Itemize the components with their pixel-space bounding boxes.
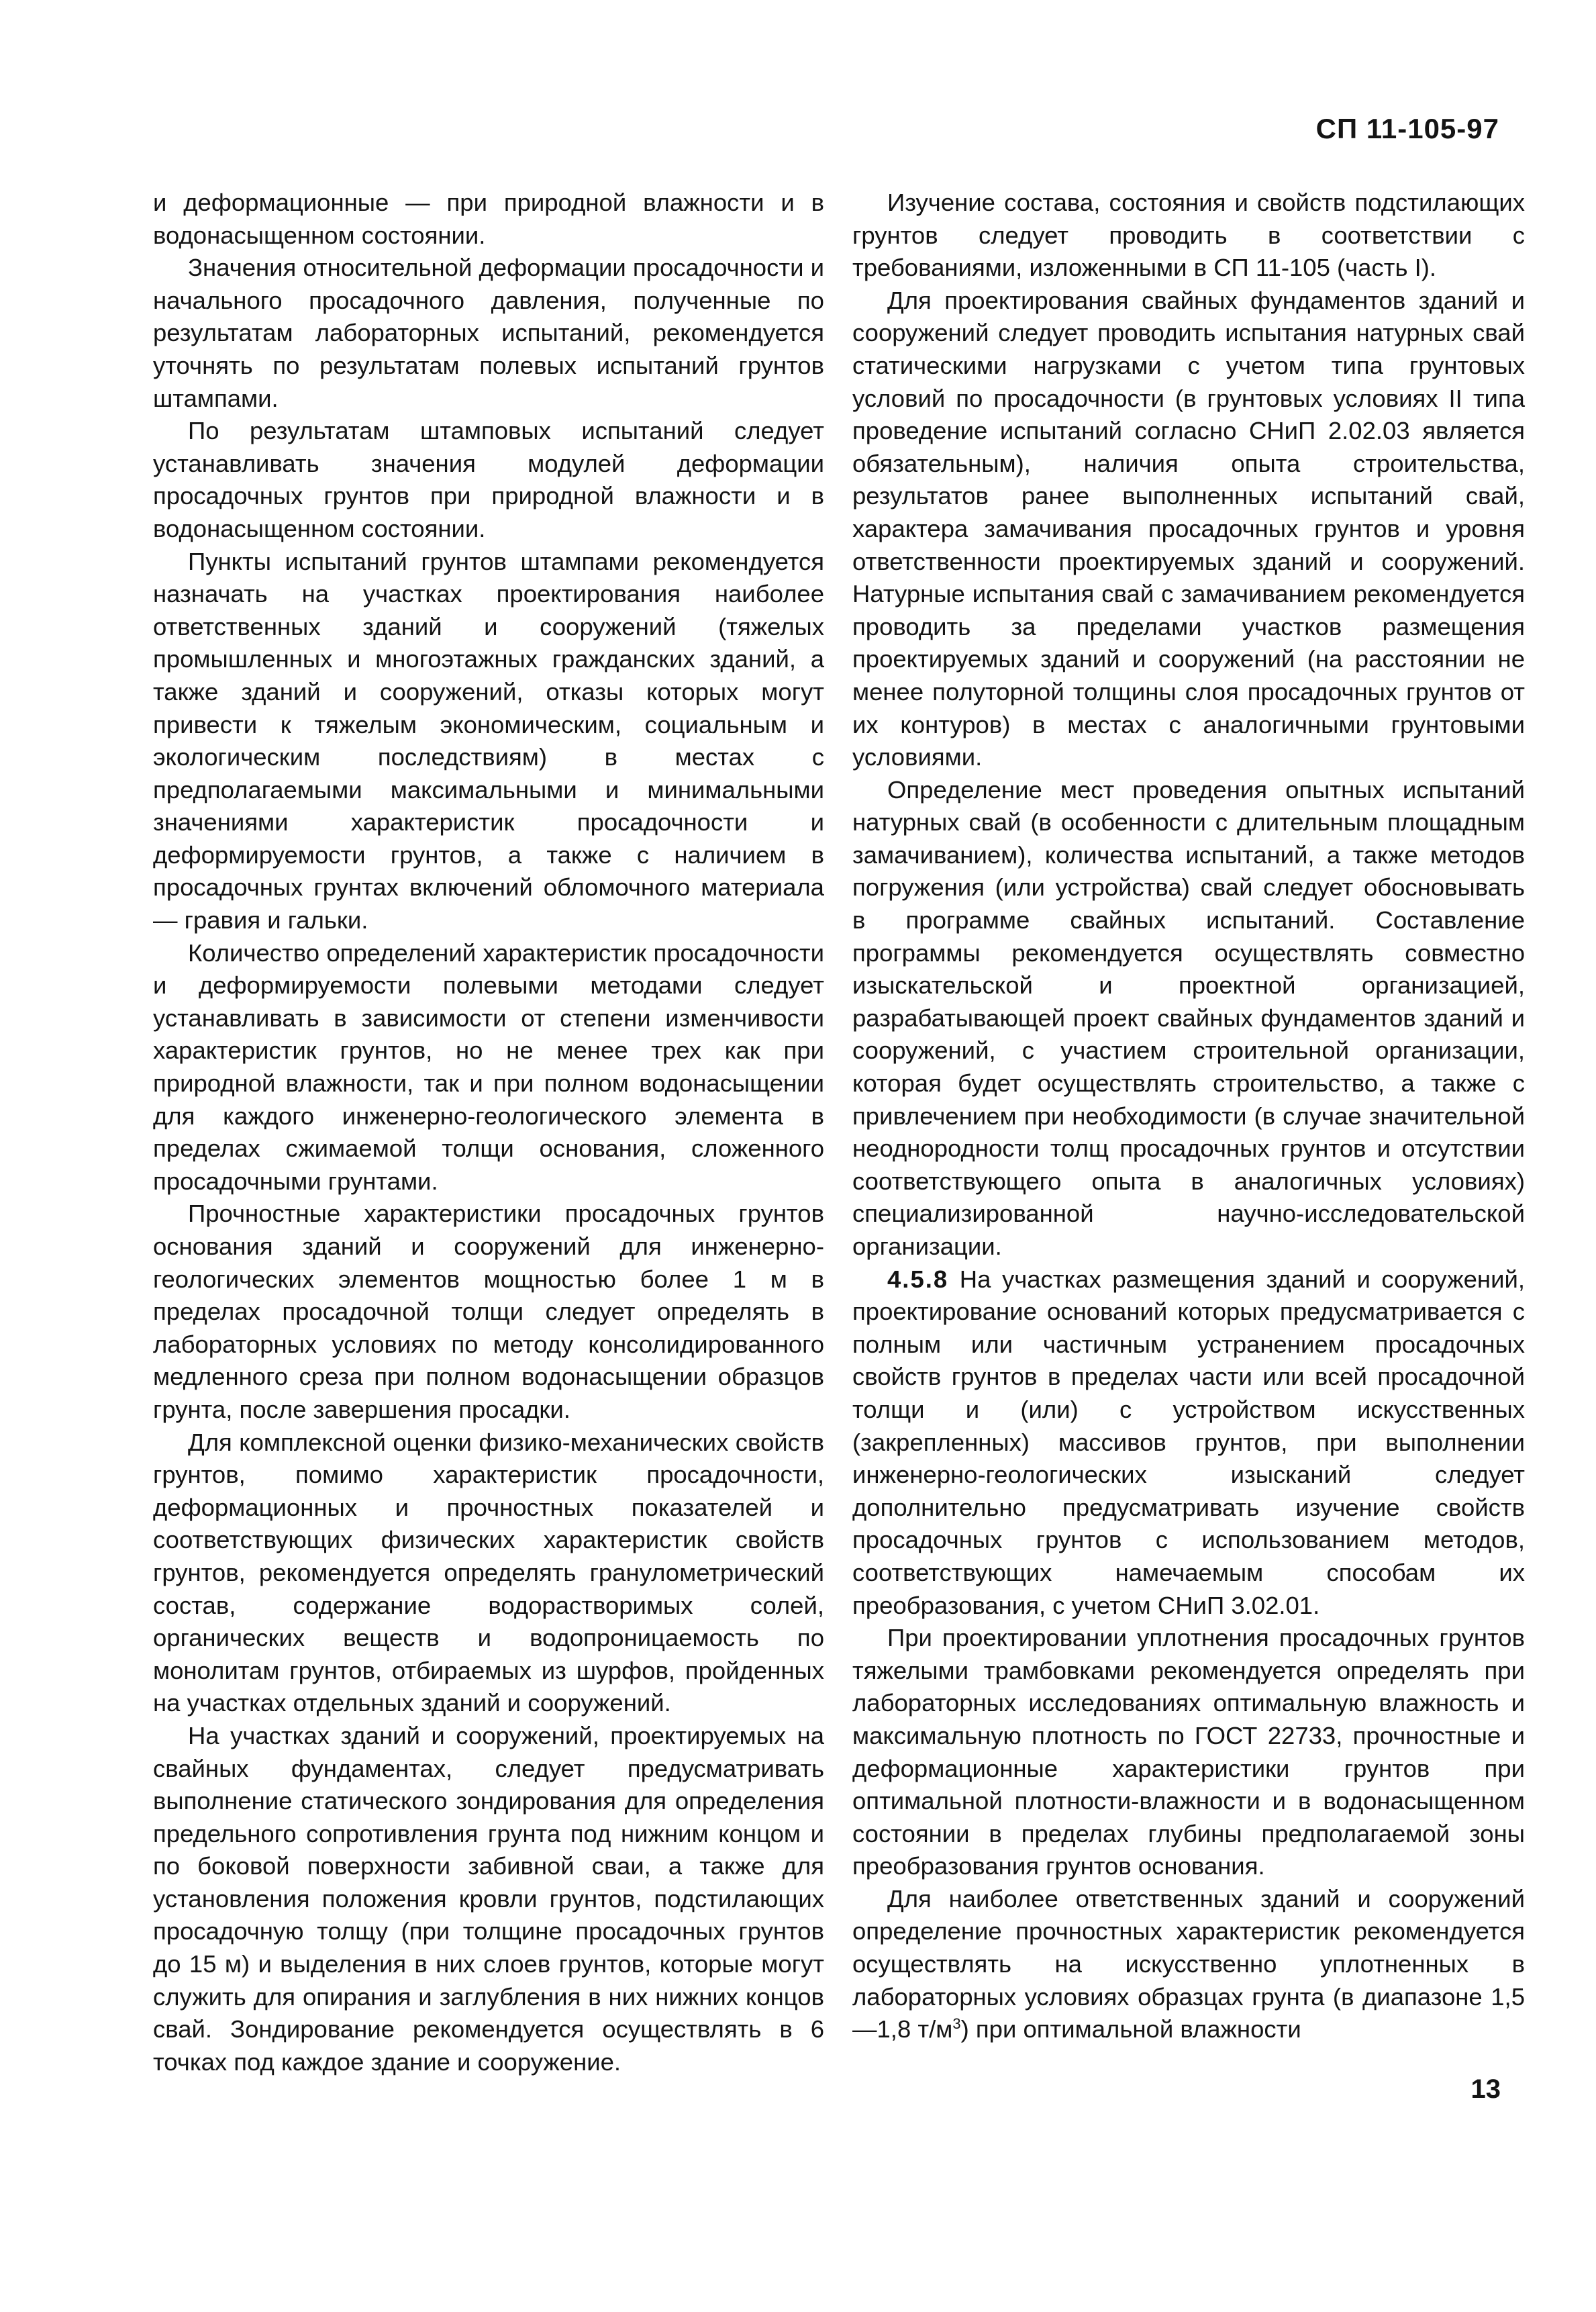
paragraph: Изучение состава, состояния и свойств подстилающих грунтов следует проводить в соответствии с требованиями, изложенными в СП 11-105 (часть I).	[852, 189, 1525, 282]
paragraph-tail: ) при оптимальной влажности	[960, 2015, 1301, 2043]
paragraph: По результатам штамповых испытаний следует устанавливать значения модулей деформации просадочных грунтов при природной влажности и в водонасыщенном состоянии.	[153, 417, 824, 542]
page-number: 13	[1470, 2074, 1501, 2104]
section-text: На участках размещения зданий и сооружений, проектирование оснований которых предусматривается с полным или частичным устранением просадочных свойств грунтов в пределах части или всей просадочной толщи и (или) с устройством искусственных (закрепленных) массивов грунтов, при выполнении инженерно-геологических изысканий следует дополнительно предусматривать изучение свойств просадочных грунтов с использованием методов, соответствующих намечаемым способам их преобразования, с учетом СНиП 3.02.01.	[852, 1265, 1525, 1619]
paragraph: Для комплексной оценки физико-механических свойств грунтов, помимо характеристик просадочности, деформационных и прочностных показателей и соответствующих физических характеристик свойств грунтов, рекомендуется определять гранулометрический состав, содержание водорастворимых солей, органических веществ и водопроницаемость по монолитам грунтов, отбираемых из шурфов, пройденных на участках отдельных зданий и сооружений.	[153, 1428, 824, 1717]
document-code-header: СП 11-105-97	[1315, 113, 1499, 144]
paragraph: При проектировании уплотнения просадочных грунтов тяжелыми трамбовками рекомендуется определять при лабораторных исследованиях оптимальную влажность и максимальную плотность по ГОСТ 22733, прочностные и деформационные характеристики грунтов при оптимальной плотности-влажности и в водонасыщенном состоянии в пределах глубины предполагаемой зоны преобразования грунтов основания.	[852, 1624, 1525, 1880]
paragraph: Прочностные характеристики просадочных грунтов основания зданий и сооружений для инженерно-геологических элементов мощностью более 1 м в пределах просадочной толщи следует определять в лабораторных условиях по методу консолидированного медленного среза при полном водонасыщении образцов грунта, после завершения просадки.	[153, 1200, 824, 1423]
paragraph: На участках зданий и сооружений, проектируемых на свайных фундаментах, следует предусматривать выполнение статического зондирования для определения предельного сопротивления грунта под нижним концом и по боковой поверхности забивной сваи, а также для установления положения кровли грунтов, подстилающих просадочную толщу (при толщине просадочных грунтов до 15 м) и выделения в них слоев грунтов, которые могут служить для опирания и заглубления в них нижних концов свай. Зондирование рекомендуется осуществлять в 6 точках под каждое здание и сооружение.	[153, 1721, 824, 2076]
paragraph: Для проектирования свайных фундаментов зданий и сооружений следует проводить испытания натурных свай статическими нагрузками с учетом типа грунтовых условий по просадочности (в грунтовых условиях II типа проведение испытаний согласно СНиП 2.02.03 является обязательным), наличия опыта строительства, результатов ранее выполненных испытаний свай, характера замачивания просадочных грунтов и уровня ответственности проектируемых зданий и сооружений. Натурные испытания свай с замачиванием рекомендуется проводить за пределами участков размещения проектируемых зданий и сооружений (на расстоянии не менее полуторной толщины слоя просадочных грунтов от их контуров) в местах с аналогичными грунтовыми условиями.	[852, 286, 1525, 771]
paragraph: Определение мест проведения опытных испытаний натурных свай (в особенности с длительным площадным замачиванием), количества испытаний, а также методов погружения (или устройства) свай следует обосновывать в программе свайных испытаний. Составление программы рекомендуется осуществлять совместно изыскательской и проектной организацией, разрабатывающей проект свайных фундаментов зданий и сооружений, с участием строительной организации, которая будет осуществлять строительство, а также с привлечением при необходимости (в случае значительной неоднородности толщ просадочных грунтов и отсутствии соответствующего опыта в аналогичных условиях) специализированной научно-исследовательской организации.	[852, 775, 1525, 1260]
superscript-unit: 3	[952, 2015, 961, 2033]
section-number: 4.5.8	[887, 1265, 949, 1293]
paragraph	[852, 1883, 1525, 2046]
paragraph: Значения относительной деформации просадочности и начального просадочного давления, полученные по результатам лабораторных испытаний, рекомендуется уточнять по результатам полевых испытаний грунтов штампами.	[153, 254, 824, 412]
paragraph: и деформационные — при природной влажности и в водонасыщенном состоянии.	[153, 189, 824, 249]
paragraph-text: Для наиболее ответственных зданий и сооружений определение прочностных характеристик рекомендуется осуществлять на искусственно уплотненных в лабораторных условиях образцах грунта (в диапазоне 1,5—1,8 т/м	[852, 1884, 1525, 2043]
right-text-column	[852, 187, 1525, 2046]
paragraph: Пункты испытаний грунтов штампами рекомендуется назначать на участках проектирования наиболее ответственных зданий и сооружений (тяжелых промышленных и многоэтажных гражданских зданий, а также зданий и сооружений, отказы которых могут привести к тяжелым экономическим, социальным и экологическим последствиям) в местах с предполагаемыми максимальными и минимальными значениями характеристик просадочности и деформируемости грунтов, а также с наличием в просадочных грунтах включений обломочного материала — гравия и гальки.	[153, 547, 824, 934]
paragraph: Количество определений характеристик просадочности и деформируемости полевыми методами следует устанавливать в зависимости от степени изменчивости характеристик грунтов, но не менее трех как при природной влажности, так и при полном водонасыщении для каждого инженерно-геологического элемента в пределах сжимаемой толщи основания, сложенного просадочными грунтами.	[153, 938, 824, 1195]
left-text-column	[153, 187, 824, 2078]
section-paragraph-4-5-8	[852, 1263, 1525, 1623]
